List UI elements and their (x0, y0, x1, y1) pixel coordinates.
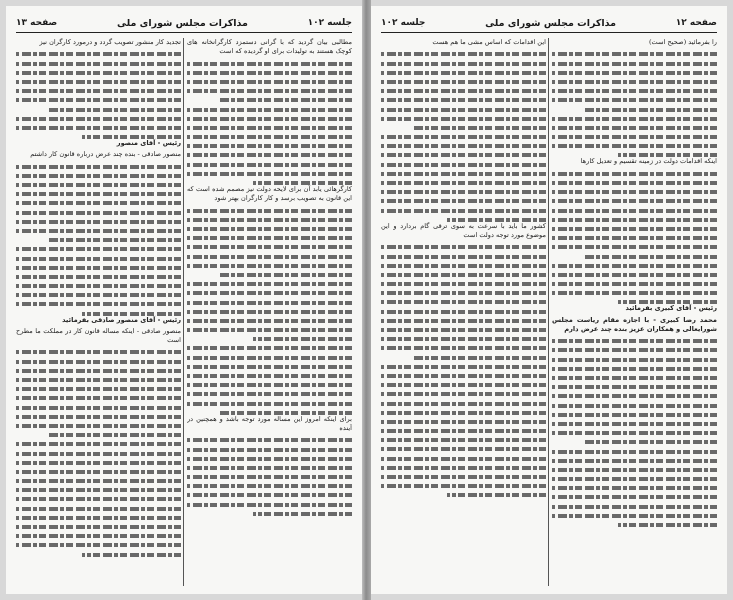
text-lines (552, 52, 717, 157)
text-lines (187, 62, 352, 185)
text-lines (187, 438, 352, 516)
text-lines (552, 172, 717, 305)
text-lines (16, 350, 181, 556)
right-page (371, 6, 727, 594)
speaker-line: رئیس - آقای کبیری بفرمائید (625, 304, 717, 313)
left-column-divider (183, 38, 184, 586)
left-column-right (187, 38, 352, 586)
left-column-left (16, 38, 181, 586)
left-page-title: مذاکرات مجلس شورای ملی (116, 17, 248, 29)
right-page-number: صفحه ۱۲ (675, 18, 717, 28)
speaker-line: رئیس - آقای منصور صادقی بفرمائید (62, 315, 181, 324)
speaker-line: رئیس - آقای منصور (116, 139, 181, 148)
right-column-divider (548, 38, 549, 586)
right-column-right (552, 38, 717, 586)
paragraph: منصور صادقی - اینکه مساله قانون کار در مملکت ما مطرح است (16, 326, 181, 345)
right-page-title: مذاکرات مجلس شورای ملی (485, 17, 617, 29)
paragraph: این اقدامات که اساس مشی ما هم هست (432, 38, 546, 46)
paragraph: کارگرهائی یابد آن برای لایحه دولت نیز مصمم شده است که این قانون به تصویب برسد و کار کارگران بهتر شود (187, 185, 352, 203)
paragraph: مطالبی بیان گردید که با گرانی دستمزد کارگرانخانه های کوچک هستند به تولیدات برای او گردیده که است (187, 38, 352, 56)
paragraph: اینکه اقدامات دولت در زمینه تقسیم و تعدیل کارها (580, 157, 717, 166)
right-column-left (381, 38, 546, 586)
left-page-header (16, 16, 352, 30)
text-lines (16, 52, 181, 139)
right-session-label: جلسه ۱۰۲ (381, 18, 426, 28)
paragraph: را بفرمائید (صحیح است) (648, 38, 717, 46)
right-page-header (381, 16, 717, 30)
left-header-rule (16, 32, 352, 33)
paragraph: کشور ما باید با سرعت به سوی ترقی گام بردارد و این موضوع مورد توجه دولت است (381, 221, 546, 239)
text-lines (187, 209, 352, 415)
text-lines (381, 245, 546, 497)
page-gutter (362, 0, 371, 600)
paragraph: برای اینکه امروز این مساله مورد توجه باشد و همچنین در آینده (187, 414, 352, 432)
left-session-label: جلسه ۱۰۲ (307, 18, 352, 28)
text-lines (381, 52, 546, 221)
paragraph: محمد رضا کبیری - با اجازه مقام ریاست مجلس شورایعالی و همکاران عزیز بنده چند عرض دارم (552, 315, 717, 333)
left-page (6, 6, 362, 594)
text-lines (16, 165, 181, 316)
text-lines (552, 339, 717, 527)
right-header-rule (381, 32, 717, 33)
paragraph: تجدید کار منشور تصویب گردد و درمورد کارگران نیز (39, 38, 181, 46)
paragraph: منصور صادقی - بنده چند عرض درباره قانون کار داشتم (30, 150, 181, 159)
left-page-number: صفحه ۱۳ (16, 18, 58, 28)
